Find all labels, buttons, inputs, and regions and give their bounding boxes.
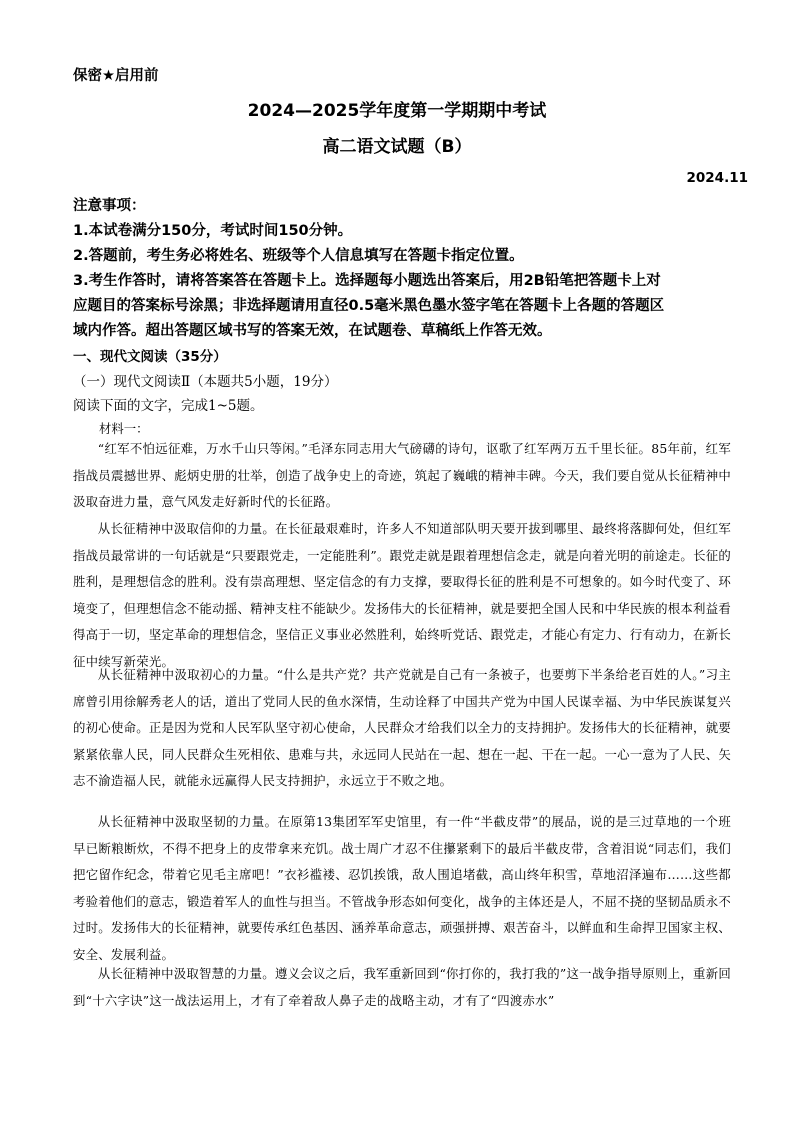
instruction-item-3-line-1: 3.考生作答时，请将答案答在答题卡上。选择题每小题选出答案后，用2B铅笔把答题卡上对 (73, 273, 661, 289)
instructions-heading: 注意事项： (73, 198, 146, 214)
exam-date: 2024.11 (686, 170, 748, 186)
confidential-notice: 保密★启用前 (73, 68, 159, 84)
paragraph-3: 从长征精神中汲取初心的力量。“什么是共产党？共产党就是自己有一条被子，也要剪下半条给老百姓的人。”习主席曾引用徐解秀老人的话，道出了党同人民的鱼水深情，生动诠释了中国共产党为中国人民谋幸福、为中华民族谋复兴的初心使命。正是因为党和人民军队坚守初心使命，人民群众才给我们以全力的支持拥护。发扬伟大的长征精神，就要紧紧依靠人民，同人民群众生死相依、患难与共，永远同人民站在一起、想在一起、干在一起。一心一意为了人民、矢志不渝造福人民，就能永远赢得人民支持拥护，永远立于不败之地。 (73, 667, 731, 789)
paragraph-1: “红军不怕远征难，万水千山只等闲。”毛泽东同志用大气磅礴的诗句，讴歌了红军两万五千里长征。85年前，红军指战员震撼世界、彪炳史册的壮举，创造了战争史上的奇迹，筑起了巍峨的精神丰碑。今天，我们要自觉从长征精神中汲取奋进力量，意气风发走好新时代的长征路。 (73, 441, 731, 510)
exam-title: 2024—2025学年度第一学期期中考试 (247, 101, 547, 121)
subsection-title: （一）现代文阅读Ⅱ（本题共5小题，19分） (73, 374, 338, 390)
exam-subtitle: 高二语文试题（B） (322, 137, 472, 157)
instruction-item-2: 2.答题前，考生务必将姓名、班级等个人信息填写在答题卡指定位置。 (73, 248, 524, 264)
paragraph-5: 从长征精神中汲取智慧的力量。遵义会议之后，我军重新回到“你打你的，我打我的”这一战争指导原则上，重新回到“十六字诀”这一战法运用上，才有了牵着敌人鼻子走的战略主动，才有了“四渡赤水” (73, 966, 731, 1008)
instruction-item-3-line-3: 域内作答。超出答题区域书写的答案无效，在试题卷、草稿纸上作答无效。 (73, 323, 552, 339)
paragraph-2: 从长征精神中汲取信仰的力量。在长征最艰难时，许多人不知道部队明天要开拔到哪里、最终将落脚何处，但红军指战员最常讲的一句话就是“只要跟党走，一定能胜利”。跟党走就是跟着理想信念走，就是向着光明的前途走。长征的胜利，是理想信念的胜利。没有崇高理想、坚定信念的有力支撑，要取得长征的胜利是不可想象的。如今时代变了、环境变了，但理想信念不能动摇、精神支柱不能缺少。发扬伟大的长征精神，就是要把全国人民和中华民族的根本利益看得高于一切，坚定革命的理想信念，坚信正义事业必然胜利，始终听党话、跟党走，才能心有定力、行有动力，在新长征中续写新荣光。 (73, 521, 731, 669)
section-title: 一、现代文阅读（35分） (73, 349, 227, 365)
paragraph-4: 从长征精神中汲取坚韧的力量。在原第13集团军军史馆里，有一件“半截皮带”的展品，说的是三过草地的一个班早已断粮断炊，不得不把身上的皮带拿来充饥。战士周广才忍不住攥紧剩下的最后半截皮带，含着泪说“同志们，我们把它留作纪念，带着它见毛主席吧！”衣衫褴褛、忍饥挨饿，敌人围追堵截，高山终年积雪，草地沼泽遍布……这些都考验着他们的意志，锻造着军人的血性与担当。不管战争形态如何变化，战争的主体还是人，不屈不挠的坚韧品质永不过时。发扬伟大的长征精神，就要传承红色基因、涵养革命意志，顽强拼搏、艰苦奋斗，以鲜血和生命捍卫国家主权、安全、发展利益。 (73, 814, 731, 962)
instruction-item-1: 1.本试卷满分150分，考试时间150分钟。 (73, 223, 353, 239)
material-label: 材料一： (99, 421, 149, 436)
reading-directive: 阅读下面的文字，完成1~5题。 (73, 398, 264, 414)
instruction-item-3-line-2: 应题目的答案标号涂黑；非选择题请用直径0.5毫米黑色墨水签字笔在答题卡上各题的答题区 (73, 298, 665, 314)
